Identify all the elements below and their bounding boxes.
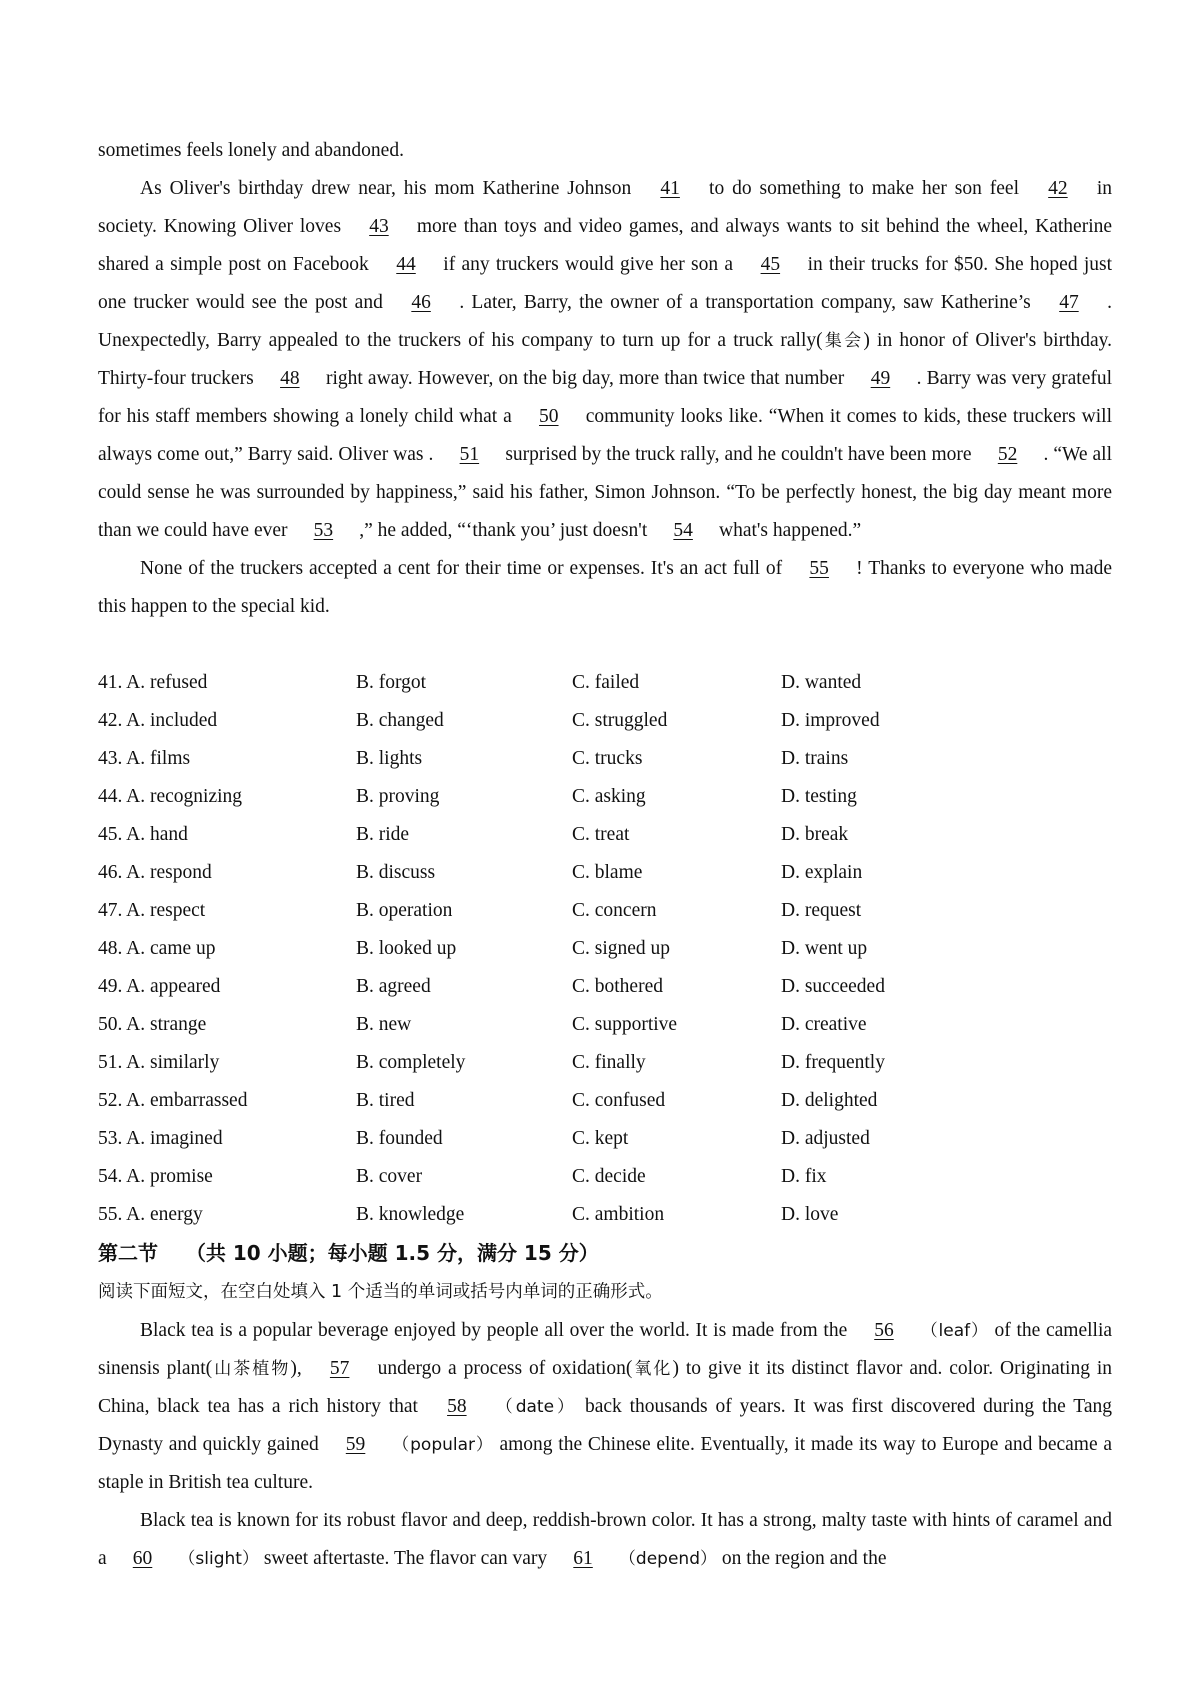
option-49-a[interactable]: 49. A. appeared (98, 976, 221, 997)
blank-59[interactable]: 59 (345, 1434, 366, 1455)
passage-text: back thousands of years. It was first discovered during the Tang Dynasty and quickly gained (98, 1396, 1113, 1455)
option-54-b[interactable]: B. cover (356, 1166, 423, 1187)
option-51-d[interactable]: D. frequently (781, 1052, 885, 1073)
blank-41[interactable]: 41 (660, 178, 680, 199)
option-44-d[interactable]: D. testing (781, 786, 857, 807)
passage-text: undergo a process of oxidation( (377, 1358, 633, 1379)
option-42-b[interactable]: B. changed (356, 710, 444, 731)
reading-passage-cloze (98, 132, 1112, 626)
option-55-b[interactable]: B. knowledge (356, 1204, 465, 1225)
blank-50[interactable]: 50 (539, 406, 559, 427)
option-row-55 (98, 1196, 1112, 1234)
option-row-49 (98, 968, 1112, 1006)
option-51-a[interactable]: 51. A. similarly (98, 1052, 220, 1073)
passage-text: . “We all could sense he was surrounded by happiness,” said his father, Simon Johnson. “To be perfectly honest, the big day meant more than we could have ever (98, 444, 1113, 541)
passage-text: surprised by the truck rally, and he couldn't have been more (505, 444, 972, 465)
option-row-46 (98, 854, 1112, 892)
passage-text: what's happened.” (719, 520, 862, 541)
option-46-c[interactable]: C. blame (572, 862, 643, 883)
option-50-b[interactable]: B. new (356, 1014, 412, 1035)
option-43-c[interactable]: C. trucks (572, 748, 643, 769)
option-52-d[interactable]: D. delighted (781, 1090, 878, 1111)
word-hint: （date） (495, 1397, 578, 1417)
option-42-c[interactable]: C. struggled (572, 710, 668, 731)
option-44-b[interactable]: B. proving (356, 786, 440, 807)
option-44-a[interactable]: 44. A. recognizing (98, 786, 243, 807)
option-53-d[interactable]: D. adjusted (781, 1128, 870, 1149)
passage-text: on the region and the (721, 1548, 887, 1569)
option-47-c[interactable]: C. concern (572, 900, 657, 921)
option-54-d[interactable]: D. fix (781, 1166, 827, 1187)
option-43-a[interactable]: 43. A. films (98, 748, 191, 769)
option-41-d[interactable]: D. wanted (781, 672, 862, 693)
reading-passage-grammar (98, 1312, 1112, 1578)
blank-55[interactable]: 55 (809, 558, 829, 579)
section-title: 第二节 （共 10 小题；每小题 1.5 分，满分 15 分） (98, 1241, 599, 1265)
option-53-a[interactable]: 53. A. imagined (98, 1128, 223, 1149)
option-46-d[interactable]: D. explain (781, 862, 863, 883)
blank-53[interactable]: 53 (313, 520, 334, 541)
option-48-b[interactable]: B. looked up (356, 938, 457, 959)
option-55-a[interactable]: 55. A. energy (98, 1204, 203, 1225)
passage-text: ), (290, 1358, 302, 1379)
option-47-a[interactable]: 47. A. respect (98, 900, 206, 921)
blank-52[interactable]: 52 (997, 444, 1018, 465)
option-row-48 (98, 930, 1112, 968)
option-47-d[interactable]: D. request (781, 900, 862, 921)
option-47-b[interactable]: B. operation (356, 900, 453, 921)
blank-46[interactable]: 46 (411, 292, 431, 313)
option-49-c[interactable]: C. bothered (572, 976, 663, 997)
passage-paragraph-3 (98, 550, 1112, 626)
option-44-c[interactable]: C. asking (572, 786, 646, 807)
option-row-54 (98, 1158, 1112, 1196)
option-row-52 (98, 1082, 1112, 1120)
passage-paragraph-2 (98, 170, 1112, 550)
blank-45[interactable]: 45 (760, 254, 781, 275)
blank-61[interactable]: 61 (573, 1548, 593, 1569)
option-49-b[interactable]: B. agreed (356, 976, 431, 997)
option-row-44 (98, 778, 1112, 816)
answer-options-list (98, 664, 1112, 1234)
option-54-a[interactable]: 54. A. promise (98, 1166, 213, 1187)
option-41-a[interactable]: 41. A. refused (98, 672, 208, 693)
option-row-45 (98, 816, 1112, 854)
passage-text: . Later, Barry, the owner of a transportation company, saw Katherine’s (459, 292, 1031, 313)
word-hint: （popular） (392, 1435, 494, 1455)
passage-text: . Unexpectedly, Barry appealed to the truckers of his company to turn up for a truck rally( (98, 292, 1113, 351)
passage-text: ,” he added, “‘thank you’ just doesn't (359, 520, 648, 541)
word-hint: （slight） (178, 1549, 259, 1569)
option-53-c[interactable]: C. kept (572, 1128, 629, 1149)
option-53-b[interactable]: B. founded (356, 1128, 443, 1149)
option-48-c[interactable]: C. signed up (572, 938, 671, 959)
chinese-gloss: 山茶植物 (212, 1359, 291, 1379)
option-45-c[interactable]: C. treat (572, 824, 630, 845)
blank-49[interactable]: 49 (870, 368, 891, 389)
option-51-b[interactable]: B. completely (356, 1052, 466, 1073)
passage-intro-tail: sometimes feels lonely and abandoned. (98, 140, 404, 161)
option-55-d[interactable]: D. love (781, 1204, 839, 1225)
option-45-a[interactable]: 45. A. hand (98, 824, 188, 845)
option-52-c[interactable]: C. confused (572, 1090, 666, 1111)
option-50-a[interactable]: 50. A. strange (98, 1014, 207, 1035)
chinese-gloss: 氧化 (632, 1359, 673, 1379)
passage-text: . Barry was very grateful for his staff members showing a lonely child what a (98, 368, 1113, 427)
option-41-c[interactable]: C. failed (572, 672, 640, 693)
blank-48[interactable]: 48 (280, 368, 300, 389)
word-hint: （leaf） (920, 1321, 989, 1341)
option-50-d[interactable]: D. creative (781, 1014, 867, 1035)
passage-text: to do something to make her son feel (709, 178, 1019, 199)
passage-text: None of the truckers accepted a cent for their time or expenses. It's an act full of (140, 558, 783, 579)
option-48-a[interactable]: 48. A. came up (98, 938, 216, 959)
option-row-50 (98, 1006, 1112, 1044)
passage-text: As Oliver's birthday drew near, his mom Katherine Johnson (140, 178, 632, 199)
section-instruction: 阅读下面短文，在空白处填入 1 个适当的单词或括号内单词的正确形式。 (98, 1282, 663, 1302)
passage-text: sweet aftertaste. The flavor can vary (263, 1548, 548, 1569)
option-row-42 (98, 702, 1112, 740)
blank-44[interactable]: 44 (396, 254, 416, 275)
passage-text: community looks like. “When it comes to kids, these truckers will always come out,” Barry said. Oliver was . (98, 406, 1113, 465)
option-55-c[interactable]: C. ambition (572, 1204, 665, 1225)
passage-text: of the camellia sinensis plant( (98, 1320, 1113, 1379)
option-52-a[interactable]: 52. A. embarrassed (98, 1090, 248, 1111)
option-42-a[interactable]: 42. A. included (98, 710, 218, 731)
blank-60[interactable]: 60 (132, 1548, 153, 1569)
blank-57[interactable]: 57 (329, 1358, 350, 1379)
option-49-d[interactable]: D. succeeded (781, 976, 885, 997)
option-46-b[interactable]: B. discuss (356, 862, 436, 883)
blank-58[interactable]: 58 (447, 1396, 467, 1417)
option-50-c[interactable]: C. supportive (572, 1014, 678, 1035)
passage-text: in their trucks for $50. She hoped just one trucker would see the post and (98, 254, 1113, 313)
option-row-51 (98, 1044, 1112, 1082)
option-42-d[interactable]: D. improved (781, 710, 880, 731)
passage-paragraph (98, 1312, 1112, 1502)
blank-54[interactable]: 54 (673, 520, 693, 541)
passage-text: Black tea is a popular beverage enjoyed by people all over the world. It is made from the (140, 1320, 848, 1341)
blank-56[interactable]: 56 (874, 1320, 894, 1341)
option-54-c[interactable]: C. decide (572, 1166, 646, 1187)
passage-text: more than toys and video games, and always wants to sit behind the wheel, Katherine shared a simple post on Facebook (98, 216, 1113, 275)
passage-text: in society. Knowing Oliver loves (98, 178, 1113, 237)
word-hint: （depend） (618, 1549, 717, 1569)
option-43-d[interactable]: D. trains (781, 748, 849, 769)
passage-text: among the Chinese elite. Eventually, it made its way to Europe and became a staple in British tea culture. (98, 1434, 1113, 1493)
option-41-b[interactable]: B. forgot (356, 672, 427, 693)
blank-42[interactable]: 42 (1048, 178, 1068, 199)
option-row-47 (98, 892, 1112, 930)
option-52-b[interactable]: B. tired (356, 1090, 415, 1111)
option-45-b[interactable]: B. ride (356, 824, 410, 845)
passage-text: ) to give it its distinct flavor and. color. Originating in China, black tea has a rich history that (98, 1358, 1113, 1417)
option-45-d[interactable]: D. break (781, 824, 849, 845)
passage-text: right away. However, on the big day, more than twice that number (325, 368, 845, 389)
passage-text: ! Thanks to everyone who made this happen to the special kid. (98, 558, 1113, 617)
option-row-43 (98, 740, 1112, 778)
passage-paragraph (98, 1502, 1112, 1578)
chinese-gloss: 集会 (822, 331, 864, 351)
option-51-c[interactable]: C. finally (572, 1052, 646, 1073)
passage-text: if any truckers would give her son a (443, 254, 734, 275)
option-46-a[interactable]: 46. A. respond (98, 862, 212, 883)
blank-47[interactable]: 47 (1059, 292, 1079, 313)
blank-43[interactable]: 43 (369, 216, 389, 237)
passage-text: Black tea is known for its robust flavor and deep, reddish-brown color. It has a strong, malty taste with hints of caramel and a (98, 1510, 1112, 1569)
option-43-b[interactable]: B. lights (356, 748, 423, 769)
option-48-d[interactable]: D. went up (781, 938, 868, 959)
option-row-53 (98, 1120, 1112, 1158)
option-row-41 (98, 664, 1112, 702)
blank-51[interactable]: 51 (459, 444, 480, 465)
passage-text: ) in honor of Oliver's birthday. Thirty-four truckers (98, 330, 1113, 389)
